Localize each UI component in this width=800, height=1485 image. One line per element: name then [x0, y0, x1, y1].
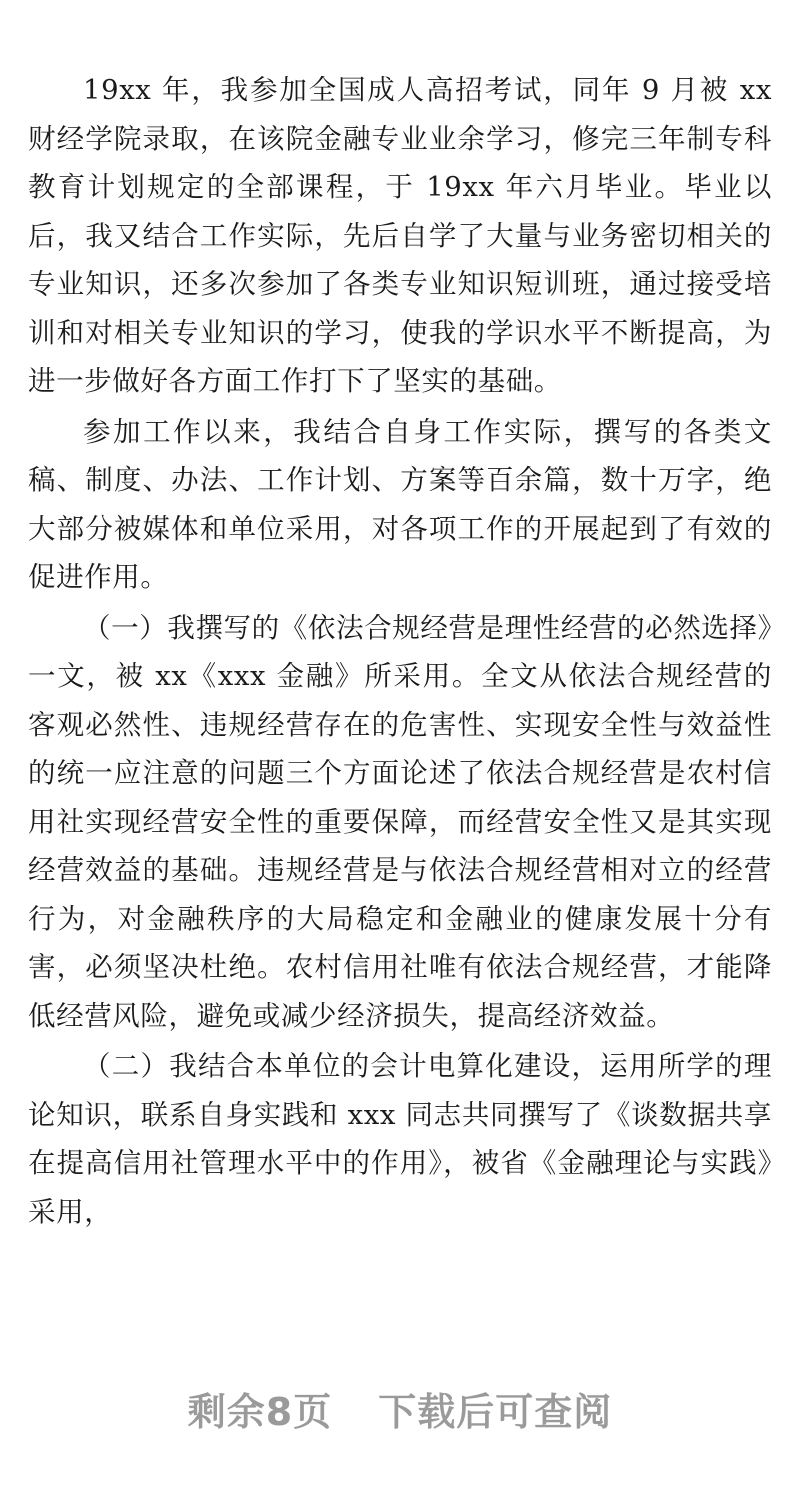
paragraph-article-two: （二）我结合本单位的会计电算化建设，运用所学的理论知识，联系自身实践和 xxx 同志共同撰写了《谈数据共享在提高信用社管理水平中的作用》，被省《金融理论与实践》采用，: [28, 1050, 772, 1228]
remaining-pages-label: 剩余8页: [187, 1389, 333, 1434]
download-hint-label: 下载后可查阅: [378, 1389, 613, 1434]
download-banner[interactable]: [0, 1378, 800, 1438]
paragraph-article-one: （一）我撰写的《依法合规经营是理性经营的必然选择》一文，被 xx《xxx 金融》所采用。全文从依法合规经营的客观必然性、违规经营存在的危害性、实现安全性与效益性的统一应注意的问题三个方面论述了依法合规经营是农村信用社实现经营安全性的重要保障，而经营安全性又是其实现经营效益的基础。违规经营是与依法合规经营相对立的经营行为，对金融秩序的大局稳定和金融业的健康发展十分有害，必须坚决杜绝。农村信用社唯有依法合规经营，才能降低经营风险，避免或减少经济损失，提高经济效益。: [28, 611, 772, 1032]
document-body: [28, 66, 772, 1236]
paragraph-education: 19xx 年，我参加全国成人高招考试，同年 9 月被 xx 财经学院录取，在该院金融专业业余学习，修完三年制专科教育计划规定的全部课程，于 19xx 年六月毕业。毕业以后，我又结合工作实际，先后自学了大量与业务密切相关的专业知识，还多次参加了各类专业知识短训班，通过接受培训和对相关专业知识的学习，使我的学识水平不断提高，为进一步做好各方面工作打下了坚实的基础。: [28, 74, 772, 397]
paragraph-writing-summary: 参加工作以来，我结合自身工作实际，撰写的各类文稿、制度、办法、工作计划、方案等百余篇，数十万字，绝大部分被媒体和单位采用，对各项工作的开展起到了有效的促进作用。: [28, 415, 772, 593]
